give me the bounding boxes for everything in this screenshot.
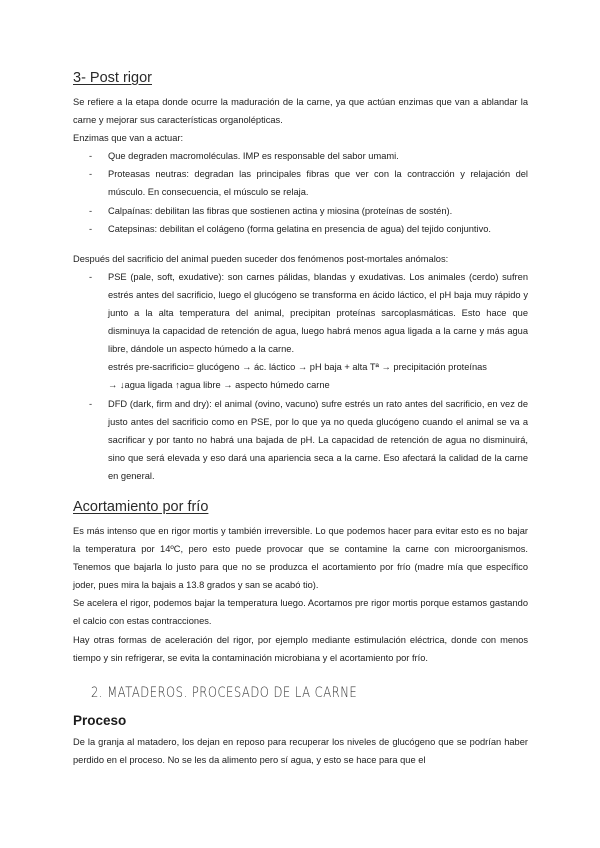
cold-shortening-paragraph-2: Se acelera el rigor, podemos bajar la temperatura luego. Acortamos pre rigor mortis porque estamos gastando el calcio con estas contracciones. [73,598,528,627]
section-title-post-rigor: 3- Post rigor [73,70,152,86]
pse-chain-line-2: → ↓agua ligada ↑agua libre → aspecto húmedo carne [108,380,330,391]
list-item: - Proteasas neutras: degradan las principales fibras que ver con la contracción y relajación del músculo. En consecuencia, el músculo se relaja. [89,165,528,201]
document-page [73,70,528,769]
list-item-pse [89,268,528,395]
enzymes-label: Enzimas que van a actuar: [73,133,184,144]
pse-chain-line-1: estrés pre-sacrificio= glucógeno → ác. láctico → pH baja + alta Tª → precipitación proteínas [108,362,487,373]
pse-text: PSE (pale, soft, exudative): son carnes pálidas, blandas y exudativas. Los animales (cerdo) sufren estrés antes del sacrificio, luego el glucógeno se transforma en ácido láctico, el pH baja muy rápido y junto a la alta temperatura del animal, precipitan proteínas sarcoplasmáticas. Esto hace que disminuya la capacidad de retención de agua, luego habrá menos agua ligada a la carne y más agua libre, dándole un aspecto húmedo a la carne. [108,271,528,355]
section-title-cold-shortening: Acortamiento por frío [73,498,209,515]
list-item: - Que degraden macromoléculas. IMP es responsable del sabor umami. [89,147,528,165]
chapter-title: 2. MATADEROS. PROCESADO DE LA CARNE [91,684,358,701]
list-item: - Catepsinas: debilitan el colágeno (forma gelatina en presencia de agua) del tejido conjuntivo. [89,220,528,238]
cold-shortening-paragraph-1: Es más intenso que en rigor mortis y también irreversible. Lo que podemos hacer para evitar esto es no bajar la temperatura por 14ºC, pero esto puede provocar que se contamine la carne con microorganismos. Tenemos que bajarla lo justo para que no se produzca el acortamiento por frío (madre mía que específico joder, pues mira la bajais a 13.8 grados y san se acabó tio). [73,525,528,591]
post-rigor-intro: Se refiere a la etapa donde ocurre la maduración de la carne, ya que actúan enzimas que van a ablandar la carne y mejorar sus características organolépticas. [73,97,528,126]
list-item-dfd: - DFD (dark, firm and dry): el animal (ovino, vacuno) sufre estrés un rato antes del sacrificio, en vez de justo antes del sacrificio como en PSE, por lo que ya no queda glucógeno cuando el animal se va a sacrificar y por tanto no habrá una bajada de pH. La capacidad de retención de agua no disminuirá, sino que será elevada y eso dará una apariencia seca a la carne. Eso afectará la calidad de la carne en general. [89,395,528,485]
subsection-title-proceso: Proceso [73,712,127,728]
anomalies-intro: Después del sacrificio del animal pueden suceder dos fenómenos post-mortales anómalos: [73,253,449,264]
cold-shortening-paragraph-3: Hay otras formas de aceleración del rigor, por ejemplo mediante estimulación eléctrica, donde con menos tiempo y sin refrigerar, se evita la contaminación microbiana y el acortamiento por frío. [73,634,528,663]
anomalies-list [89,268,528,485]
enzymes-list [89,147,528,237]
proceso-paragraph-1: De la granja al matadero, los dejan en reposo para recuperar los niveles de glucógeno que se podrían haber perdido en el proceso. No se les da alimento pero sí agua, y esto se hace para que el [73,736,528,765]
list-item: - Calpaínas: debilitan las fibras que sostienen actina y miosina (proteínas de sostén). [89,202,528,220]
